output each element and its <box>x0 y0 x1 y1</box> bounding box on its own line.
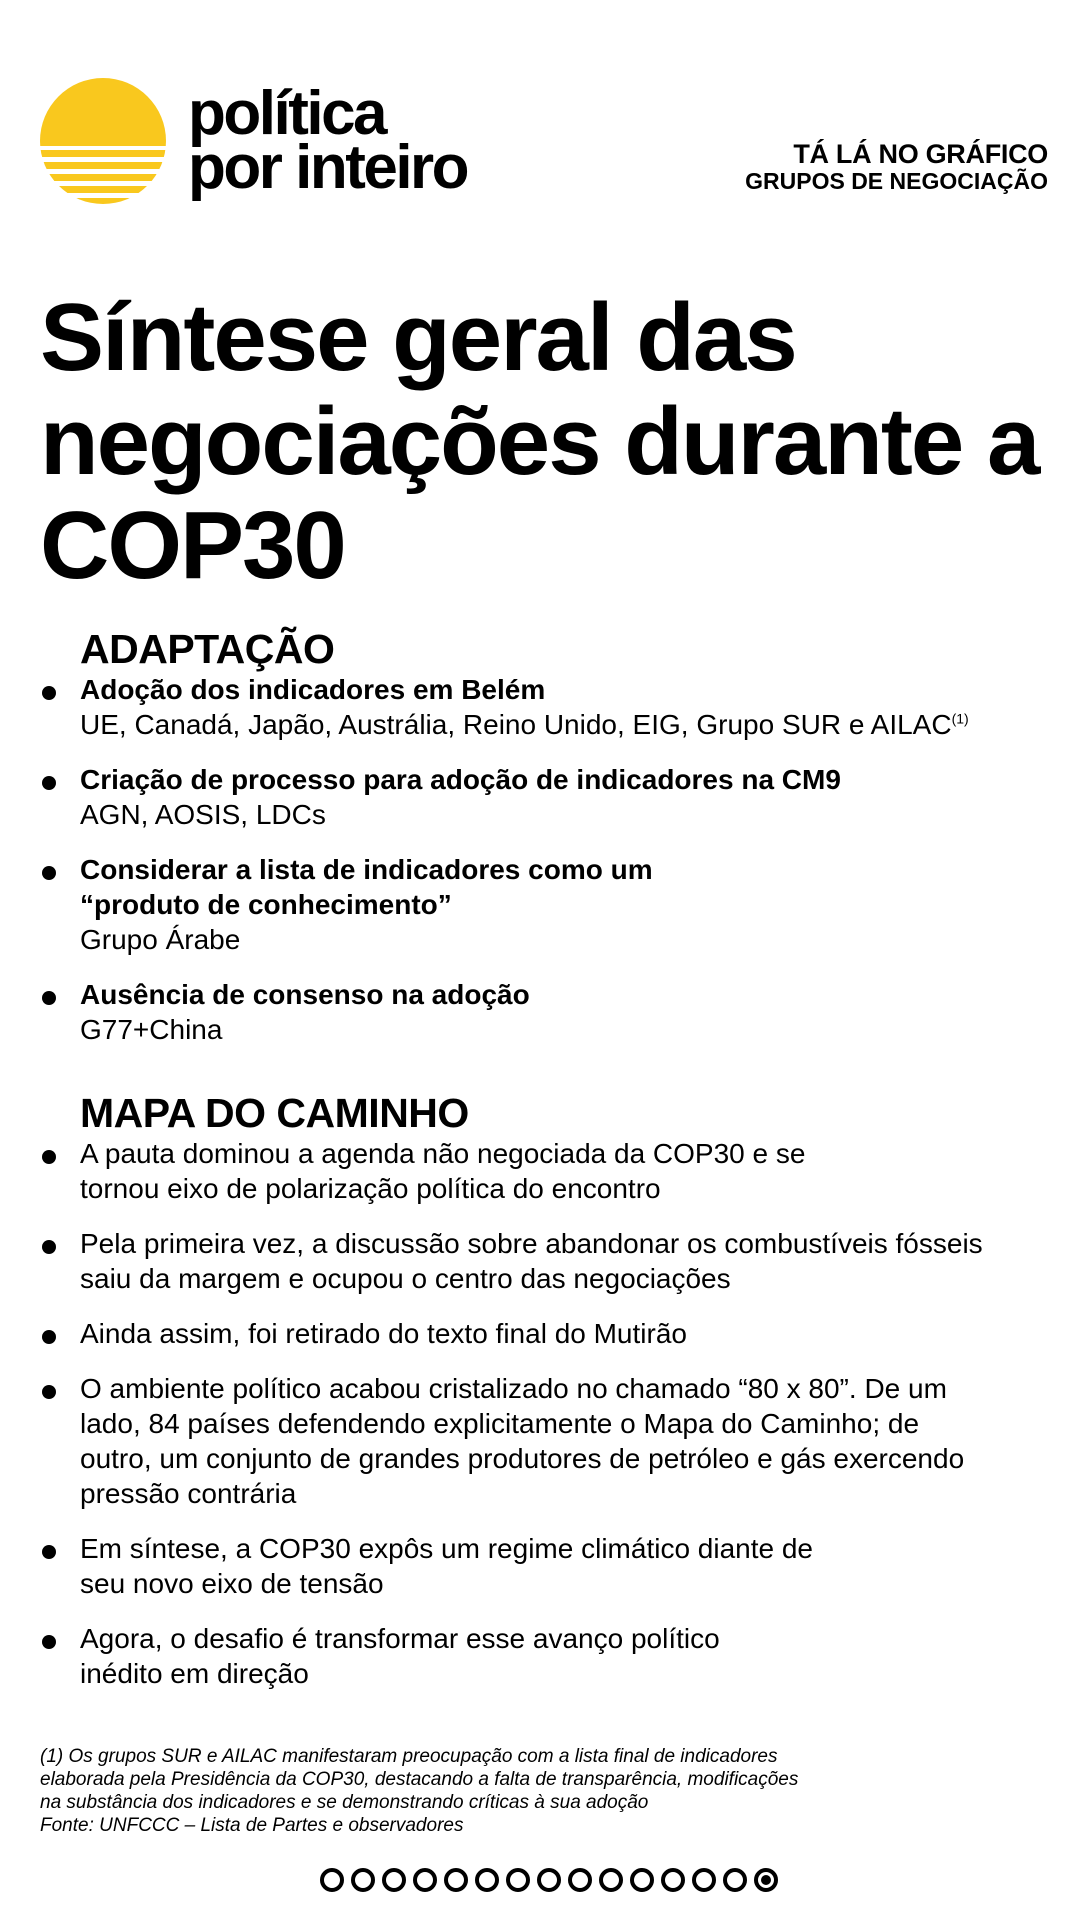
tagline-secondary: GRUPOS DE NEGOCIAÇÃO <box>745 168 1048 194</box>
section-mapa-do-caminho <box>40 1090 1060 1711</box>
list-item: A pauta dominou a agenda não negociada da COP30 e se tornou eixo de polarização política do encontro <box>40 1136 860 1206</box>
tagline-primary: TÁ LÁ NO GRÁFICO <box>793 139 1048 169</box>
section-heading: MAPA DO CAMINHO <box>80 1090 469 1136</box>
list-item: O ambiente político acabou cristalizado no chamado “80 x 80”. De um lado, 84 países defendendo explicitamente o Mapa do Caminho; de outro, um conjunto de grandes produtores de petróleo e gás exercendo pressão contrária <box>40 1371 970 1511</box>
source-line: Fonte: UNFCCC – Lista de Partes e observadores <box>40 1815 464 1836</box>
pagination-dots <box>320 1868 778 1892</box>
item-title: Ausência de consenso na adoção <box>80 979 530 1010</box>
page-dot-6[interactable] <box>475 1868 499 1892</box>
item-title: Criação de processo para adoção de indicadores na CM9 <box>80 764 841 795</box>
item-groups <box>80 707 1060 742</box>
item-groups: G77+China <box>80 1014 223 1045</box>
page-dot-11[interactable] <box>630 1868 654 1892</box>
page-dot-9[interactable] <box>568 1868 592 1892</box>
brand-logo <box>40 78 467 204</box>
brand-line-1: política <box>188 79 386 148</box>
list-item <box>40 852 1060 957</box>
page-dot-1[interactable] <box>320 1868 344 1892</box>
footnote-line: (1) Os grupos SUR e AILAC manifestaram preocupação com a lista final de indicadores <box>40 1746 778 1767</box>
footnote-line: na substância dos indicadores e se demonstrando críticas à sua adoção <box>40 1792 649 1813</box>
page-dot-3[interactable] <box>382 1868 406 1892</box>
page-dot-8[interactable] <box>537 1868 561 1892</box>
item-groups-text: UE, Canadá, Japão, Austrália, Reino Unido, EIG, Grupo SUR e AILAC <box>80 709 952 740</box>
list-item: Agora, o desafio é transformar esse avanço político inédito em direção <box>40 1621 720 1691</box>
page-dot-13[interactable] <box>692 1868 716 1892</box>
section-adaptacao <box>40 626 1060 1067</box>
page-dot-12[interactable] <box>661 1868 685 1892</box>
sun-logo-icon <box>40 78 166 204</box>
item-title: Adoção dos indicadores em Belém <box>80 674 546 705</box>
brand-name <box>188 79 468 202</box>
item-title: Considerar a lista de indicadores como um “produto de conhecimento” <box>80 854 653 920</box>
tagline <box>745 140 1048 194</box>
page-title: Síntese geral das negociações durante a COP30 <box>40 284 1039 599</box>
list-item: Ainda assim, foi retirado do texto final do Mutirão <box>40 1316 1060 1351</box>
page-dot-10[interactable] <box>599 1868 623 1892</box>
page-dot-15-current[interactable] <box>754 1868 778 1892</box>
page-dot-5[interactable] <box>444 1868 468 1892</box>
item-groups: AGN, AOSIS, LDCs <box>80 799 326 830</box>
page-dot-7[interactable] <box>506 1868 530 1892</box>
list-item <box>40 977 1060 1047</box>
list-item: Pela primeira vez, a discussão sobre abandonar os combustíveis fósseis saiu da margem e ocupou o centro das negociações <box>40 1226 1020 1296</box>
brand-line-2: por inteiro <box>188 133 468 202</box>
page-dot-14[interactable] <box>723 1868 747 1892</box>
page-dot-4[interactable] <box>413 1868 437 1892</box>
list-item: Em síntese, a COP30 expôs um regime climático diante de seu novo eixo de tensão <box>40 1531 820 1601</box>
footnote <box>40 1745 1040 1837</box>
list-item <box>40 672 1060 742</box>
section-heading: ADAPTAÇÃO <box>80 626 335 672</box>
item-groups: Grupo Árabe <box>80 924 241 955</box>
page-dot-2[interactable] <box>351 1868 375 1892</box>
list-item <box>40 762 1060 832</box>
footnote-ref: (1) <box>951 710 969 727</box>
footnote-line: elaborada pela Presidência da COP30, destacando a falta de transparência, modificações <box>40 1769 799 1790</box>
